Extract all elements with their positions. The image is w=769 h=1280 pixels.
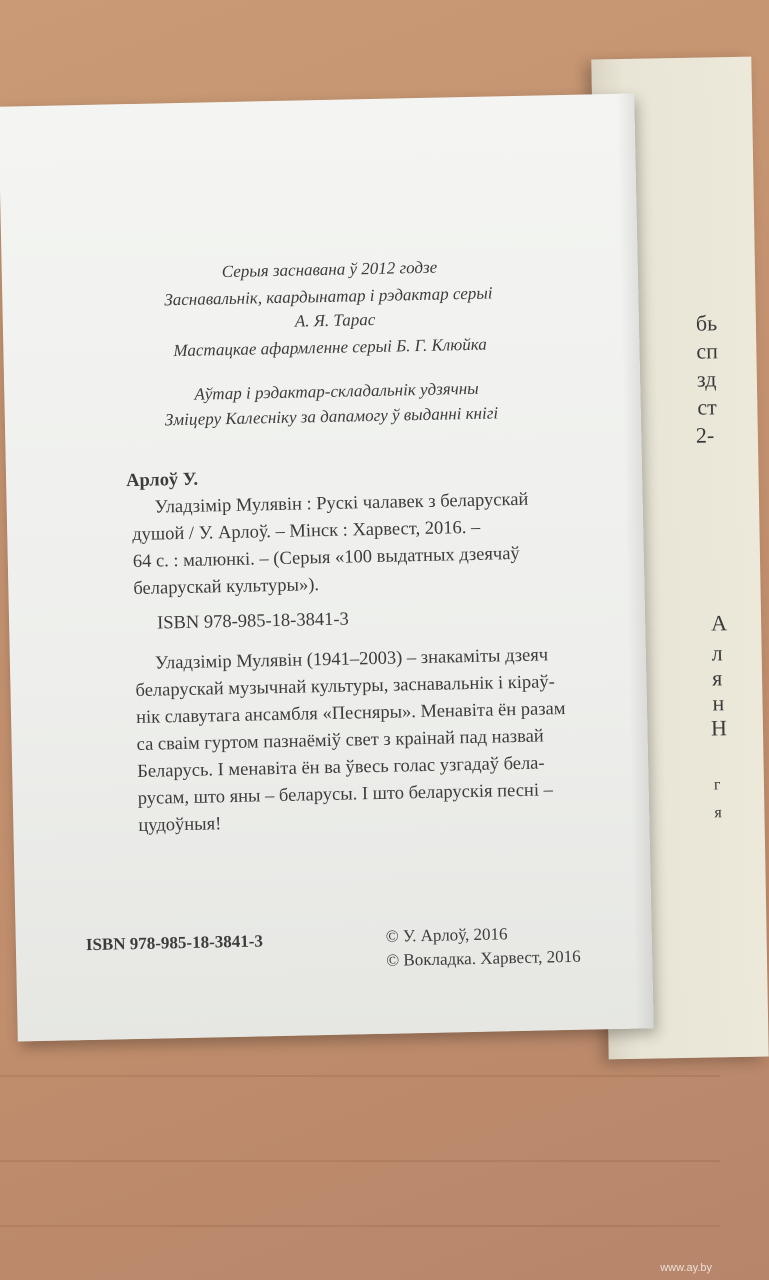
facing-page-text: А — [710, 610, 728, 636]
series-founder-line: Заснавальнік, каардынатар і рэдактар серыі — [164, 283, 493, 310]
facing-page-text: я — [714, 804, 722, 822]
book-page — [0, 93, 654, 1041]
acknowledgement-line-2: Зміцеру Калесніку за дапамогу ў выданні кнігі — [164, 403, 499, 430]
annotation-line: беларускай музычнай культуры, заснавальнік і кіраў- — [135, 672, 555, 702]
watermark: www.ay.by — [660, 1262, 712, 1274]
table-grain — [0, 1225, 720, 1227]
annotation-line: Уладзімір Мулявін (1941–2003) – знакаміты дзеяч — [154, 645, 549, 674]
annotation-line: нік славутага ансамбля «Песняры». Менавіта ён разам — [135, 699, 566, 729]
author-heading: Арлоў У. — [125, 469, 199, 492]
table-grain — [0, 1160, 720, 1162]
annotation-line: русам, што яны – беларусы. І што беларускія песні – — [137, 780, 554, 809]
facing-page-text: сп — [696, 338, 719, 364]
facing-page-text: я — [711, 665, 723, 691]
facing-page-text: 2- — [695, 422, 715, 448]
isbn-footer: ISBN 978-985-18-3841-3 — [85, 931, 264, 955]
annotation-line: Беларусь. І менавіта ён ва ўвесь голас узгадаў бела- — [137, 753, 545, 782]
bibliographic-line: беларускай культуры»). — [133, 575, 320, 600]
facing-page-text: г — [713, 776, 721, 794]
copyright-cover: © Вокладка. Харвест, 2016 — [386, 946, 581, 970]
facing-page-text: бь — [695, 310, 718, 336]
copyright-author: © У. Арлоў, 2016 — [385, 924, 508, 946]
series-note: Серыя заснавана ў 2012 годзе — [221, 257, 438, 282]
series-founder-name: А. Я. Тарас — [294, 309, 376, 331]
facing-page-text: Н — [710, 715, 728, 741]
bibliographic-line: Уладзімір Мулявін : Рускі чалавек з беларускай — [154, 489, 529, 518]
bibliographic-line: 64 с. : малюнкі. – (Серыя «100 выдатных дзеячаў — [132, 543, 520, 573]
facing-page-text: н — [712, 690, 725, 716]
annotation-line: цудоўныя! — [138, 814, 222, 836]
bibliographic-line: душой / У. Арлоў. – Мінск : Харвест, 2016. – — [132, 517, 481, 546]
series-design-credit: Мастацкае афармленне серыі Б. Г. Клюйка — [173, 334, 487, 361]
facing-page-text: ст — [697, 394, 717, 420]
acknowledgement-line-1: Аўтар і рэдактар-складальнік удзячны — [194, 378, 479, 404]
table-grain — [0, 1075, 720, 1077]
isbn-catalog: ISBN 978-985-18-3841-3 — [156, 609, 349, 634]
annotation-line: са сваім гуртом пазнаёміў свет з краінай пад назвай — [136, 726, 544, 756]
facing-page-text: зд — [696, 366, 717, 392]
facing-page-text: л — [711, 640, 723, 666]
